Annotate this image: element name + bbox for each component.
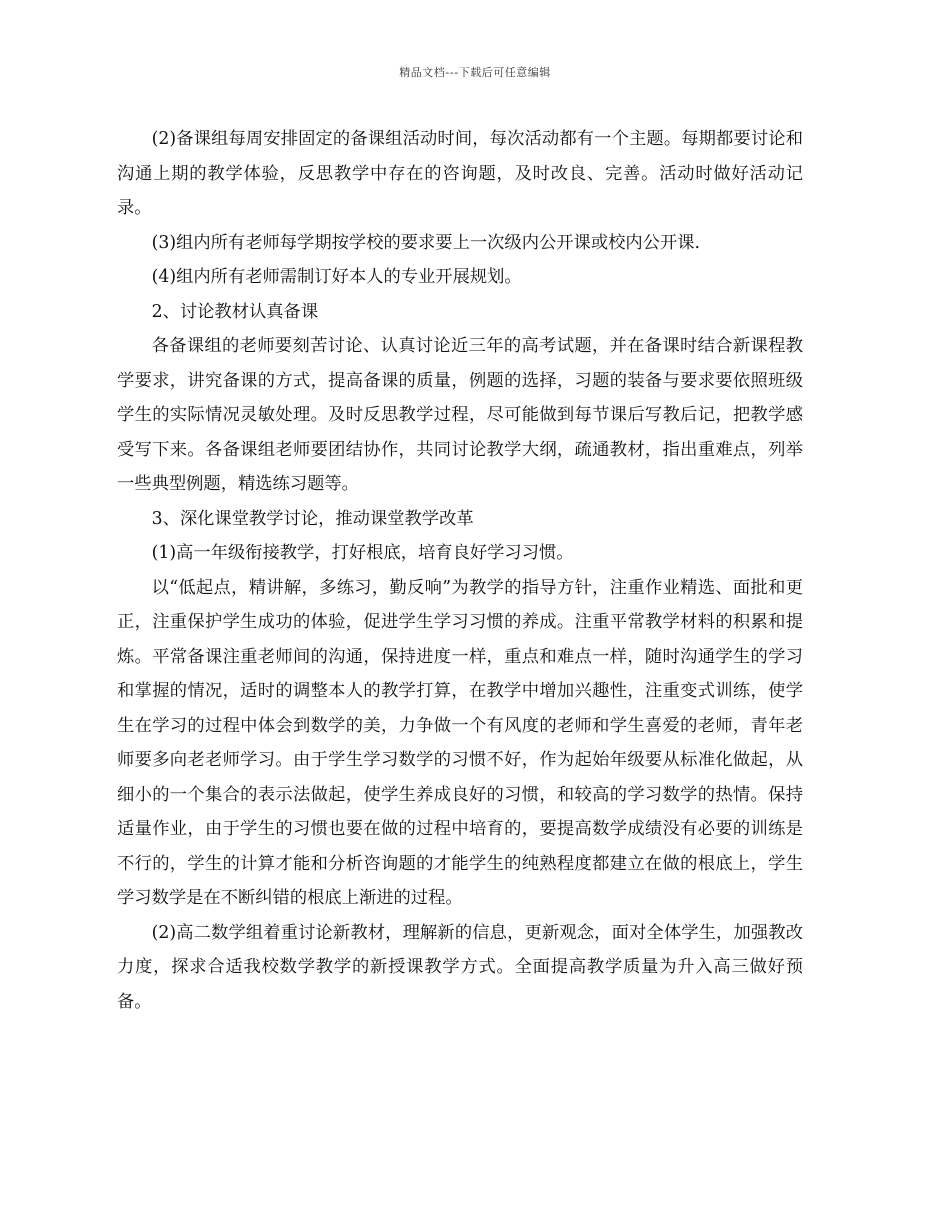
paragraph-open-class: (3)组内所有老师每学期按学校的要求要上一次级内公开课或校内公开课. [151,232,701,253]
paragraph-grade-one-heading: (1)高一年级衔接教学，打好根底，培育良好学习习惯。 [151,543,574,563]
paragraph-backup-group-activities: (2)备课组每周安排固定的备课组活动时间，每次活动都有一个主题。每期都要讨论和沟通上期的教学体验，反思教学中存在的咨询题，及时改良、完善。活动时做好活动记录。 [117,129,803,218]
paragraph-teaching-guidelines: 以“低起点，精讲解，多练习，勤反响”为教学的指导方针，注重作业精选、面批和更正，注重保护学生成功的体验，促进学生学习习惯的养成。注重平常教学材料的积累和提炼。平常备课注重老师间的沟通，保持进度一样，重点和难点一样，随时沟通学生的学习和掌握的情况，适时的调整本人的教学打算，在教学中增加兴趣性，注重变式训练，使学生在学习的过程中体会到数学的美，力争做一个有风度的老师和学生喜爱的老师，青年老师要多向老老师学习。由于学生学习数学的习惯不好，作为起始年级要从标准化做起，从细小的一个集合的表示法做起，使学生养成良好的习惯，和较高的学习数学的热情。保持适量作业，由于学生的习惯也要在做的过程中培育的，要提高数学成绩没有必要的训练是不行的，学生的计算才能和分析咨询题的才能学生的纯熟程度都建立在做的根底上，学生学习数学是在不断纠错的根底上渐进的过程。 [117,577,803,908]
paragraph-lesson-preparation: 各备课组的老师要刻苦讨论、认真讨论近三年的高考试题，并在备课时结合新课程教学要求，讲究备课的方式，提高备课的质量，例题的选择，习题的装备与要求要依照班级学生的实际情况灵敏处理。及时反思教学过程，尽可能做到每节课后写教后记，把教学感受写下来。各备课组老师要团结协作，共同讨论教学大纲，疏通教材，指出重难点，列举一些典型例题，精选练习题等。 [117,336,803,494]
section-heading-2: 2、讨论教材认真备课 [151,301,319,322]
section-heading-3: 3、深化课堂教学讨论，推动课堂教学改革 [151,508,474,529]
page-header: 精品文档---下载后可任意编辑 [399,66,551,79]
paragraph-development-plan: (4)组内所有老师需制订好本人的专业开展规划。 [151,267,522,287]
paragraph-grade-two: (2)高二数学组着重讨论新教材，理解新的信息，更新观念，面对全体学生，加强教改力度，探求合适我校数学教学的新授课教学方式。全面提高教学质量为升入高三做好预备。 [117,922,803,1012]
document-body [117,122,803,1019]
